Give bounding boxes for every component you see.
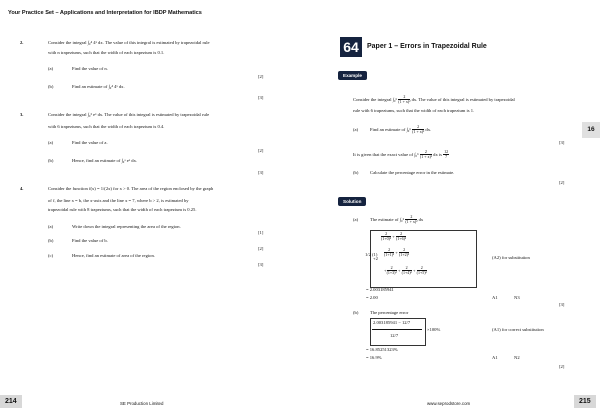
- percentage-error-numerator: 2.003185941 − 12/7: [373, 320, 411, 325]
- example-stem: [353, 95, 515, 105]
- percentage-error-bar: [372, 329, 422, 330]
- example-b-marks: [2]: [559, 180, 565, 185]
- solution-b-text: The percentage error: [370, 310, 409, 315]
- example-b-text: Calculate the percentage error in the estimate.: [370, 170, 455, 175]
- term-f3-den: (1+3)²: [386, 270, 397, 276]
- solution-tag: Solution: [338, 197, 366, 206]
- example-a-marks: [3]: [559, 140, 565, 145]
- example-given-start: It is given that the exact value of ∫₀⁶: [353, 151, 419, 157]
- term-f1: [384, 248, 394, 258]
- question-4-stem-line3: trapezoidal rule with 8 trapeziums, such that the width of each trapezium is 0.25.: [48, 207, 197, 212]
- question-4c-marks: [3]: [258, 262, 264, 267]
- example-a-label: (a): [353, 127, 359, 132]
- term-f5: [417, 266, 427, 276]
- trapezoid-mid-terms-row2: + $\frac{2}{\text{(1+3)²}}$ + $\frac{2}{\text{(1+4)²}}$ + $\frac{2}{\text{(1+5)²}}$: [384, 265, 427, 276]
- question-3-stem: Consider the integral ∫₀³ eˣ dx. The value of this integral is estimated by trapezoidal rule: [48, 112, 210, 117]
- question-3b-marks: [3]: [258, 170, 264, 175]
- percentage-error-multiplier: ×100%: [427, 327, 441, 332]
- question-2b-marks: [3]: [258, 95, 264, 100]
- solution-b-result-full: = 16.85251323%: [366, 347, 398, 352]
- trapezoid-end-terms: $\frac{2}{\text{(1+0)²}}$ + $\frac{2}{\text{(1+6)²}}$: [381, 231, 407, 242]
- term-f5-num: 2: [417, 266, 427, 271]
- term-f4: [402, 266, 412, 276]
- exact-value-fraction: [443, 150, 449, 160]
- question-4a-label: (a): [48, 224, 54, 229]
- term-f2-num: 2: [399, 248, 409, 253]
- question-4-number: 4.: [20, 186, 24, 191]
- question-3b-text: Hence, find an estimate of ∫₀ᵃ eˣ dx.: [72, 158, 138, 163]
- right-footer: www.seprodstore.com: [427, 401, 471, 406]
- solution-a-text-end: dx: [418, 216, 424, 222]
- example-a-numerator: 2: [412, 125, 424, 130]
- solution-a-text-start: The estimate of ∫₀⁶: [370, 216, 405, 222]
- solution-b-method-note: (A1) for correct substitution: [492, 327, 544, 332]
- solution-a-denominator: (1 + x)²: [405, 219, 418, 225]
- question-2b-label: (b): [48, 84, 54, 89]
- example-a-denominator: (1 + x)²: [412, 129, 425, 135]
- solution-a-mark-n3: N3: [514, 295, 520, 300]
- term-f6: [396, 232, 406, 242]
- example-tag: Example: [338, 71, 367, 80]
- question-2a-text: Find the value of n.: [72, 66, 108, 71]
- question-2a-marks: [2]: [258, 74, 264, 79]
- question-4-stem-line2: of f, the line x = b, the x-axis and the line x = 7, where b > 2, is estimated by: [48, 198, 189, 203]
- example-given-integrand: [420, 150, 432, 160]
- term-f4-den: (1+4)²: [401, 270, 412, 276]
- term-f1-num: 2: [384, 248, 394, 253]
- question-4b-text: Find the value of b.: [72, 238, 108, 243]
- given-denominator: (1 + x)²: [419, 154, 432, 160]
- solution-b-mark-a1: A1: [492, 355, 498, 360]
- exact-denominator: 7: [445, 154, 448, 160]
- question-3-number: 3.: [20, 112, 24, 117]
- term-f3: [387, 266, 397, 276]
- question-2b-text: Find an estimate of ∫₀⁴ 4ˣ dx.: [72, 84, 125, 89]
- section-side-tab: 16: [582, 122, 600, 138]
- trapezoid-plus-two: +2: [373, 256, 378, 261]
- term-f2-den: (1+2)²: [399, 252, 410, 258]
- trapezoid-mid-terms-row1: $\frac{2}{\text{(1+1)²}}$ + $\frac{2}{\text{(1+2)²}}$: [384, 247, 410, 258]
- example-a-text-end: dx.: [425, 126, 432, 132]
- solution-b-mark-n2: N2: [514, 355, 520, 360]
- right-page-number: 215: [574, 395, 596, 408]
- example-stem-line2: rule with 6 trapeziums, such that the width of each trapezium is 1.: [353, 108, 475, 113]
- question-2-stem: Consider the integral ∫₀⁴ 4ˣ dx. The value of this integral is estimated by trapezoidal rule: [48, 40, 210, 45]
- term-f5-den: (1+5)²: [416, 270, 427, 276]
- example-given-mid: dx is: [433, 151, 442, 157]
- solution-b-label: (b): [353, 310, 359, 315]
- question-3a-text: Find the value of a.: [72, 140, 108, 145]
- solution-a-label: (a): [353, 217, 359, 222]
- left-footer: SE Production Limited: [120, 401, 164, 406]
- example-stem-end: dx. The value of this integral is estimated by trapezoidal: [411, 96, 515, 102]
- solution-a-text: [370, 215, 423, 225]
- solution-b-marks: [2]: [559, 364, 565, 369]
- left-page-number: 214: [0, 395, 22, 408]
- percentage-error-denominator: 12/7: [390, 333, 399, 338]
- question-4-stem: Consider the function f(x) = 1/(2x) for x > 0. The area of the region enclosed by the graph: [48, 186, 214, 191]
- question-4b-marks: [2]: [258, 246, 264, 251]
- question-4a-marks: [1]: [258, 230, 264, 235]
- solution-a-numerator: 2: [405, 215, 417, 220]
- example-b-label: (b): [353, 170, 359, 175]
- question-3-stem-line2: with 6 trapeziums, such that the width of each trapezium is 0.4.: [48, 124, 165, 129]
- question-3a-label: (a): [48, 140, 54, 145]
- chapter-number-badge: 64: [340, 37, 362, 57]
- question-2-number: 2.: [20, 40, 24, 45]
- solution-a-method-note: (A2) for substitution: [492, 255, 530, 260]
- term-f4-num: 2: [402, 266, 412, 271]
- trapezoid-half-factor: 1/2 (1): [365, 252, 378, 257]
- example-given: [353, 150, 449, 160]
- term-f0-den: (1+0)²: [381, 236, 392, 242]
- solution-a-result-full: = 2.003185941: [366, 287, 394, 292]
- term-f0-num: 2: [381, 232, 391, 237]
- example-a-integrand: [412, 125, 424, 135]
- integrand-numerator: 2: [398, 95, 410, 100]
- term-f6-den: (1+6)²: [396, 236, 407, 242]
- question-4c-text: Hence, find an estimate of area of the region.: [72, 253, 155, 258]
- solution-a-integrand: [405, 215, 417, 225]
- solution-a-mark-a1: A1: [492, 295, 498, 300]
- example-a-text-start: Find an estimate of ∫₀⁶: [370, 126, 411, 132]
- question-2a-label: (a): [48, 66, 54, 71]
- given-numerator: 2: [420, 150, 432, 155]
- question-2-stem-line2: with n trapeziums, such that the width of each trapezium is 0.1.: [48, 50, 165, 55]
- running-header: Your Practice Set – Applications and Interpretation for IBDP Mathematics: [8, 10, 202, 16]
- question-4b-label: (b): [48, 238, 54, 243]
- question-4c-label: (c): [48, 253, 54, 258]
- integrand-denominator: (1 + x)²: [398, 99, 411, 105]
- term-f3-num: 2: [387, 266, 397, 271]
- example-integrand: [398, 95, 410, 105]
- chapter-title: Paper 1 – Errors in Trapezoidal Rule: [367, 43, 487, 50]
- term-f6-num: 2: [396, 232, 406, 237]
- question-4a-text: Write down the integral representing the area of the region.: [72, 224, 181, 229]
- term-f2: [399, 248, 409, 258]
- question-3a-marks: [2]: [258, 148, 264, 153]
- term-f0: [381, 232, 391, 242]
- solution-a-result-rounded: = 2.00: [366, 295, 378, 300]
- solution-b-result-rounded: = 16.9%: [366, 355, 382, 360]
- example-stem-start: Consider the integral ∫₀⁶: [353, 96, 398, 102]
- question-3b-label: (b): [48, 158, 54, 163]
- exact-numerator: 12: [444, 149, 449, 154]
- term-f1-den: (1+1)²: [384, 252, 395, 258]
- example-a-text: [370, 125, 431, 135]
- solution-a-marks: [3]: [559, 302, 565, 307]
